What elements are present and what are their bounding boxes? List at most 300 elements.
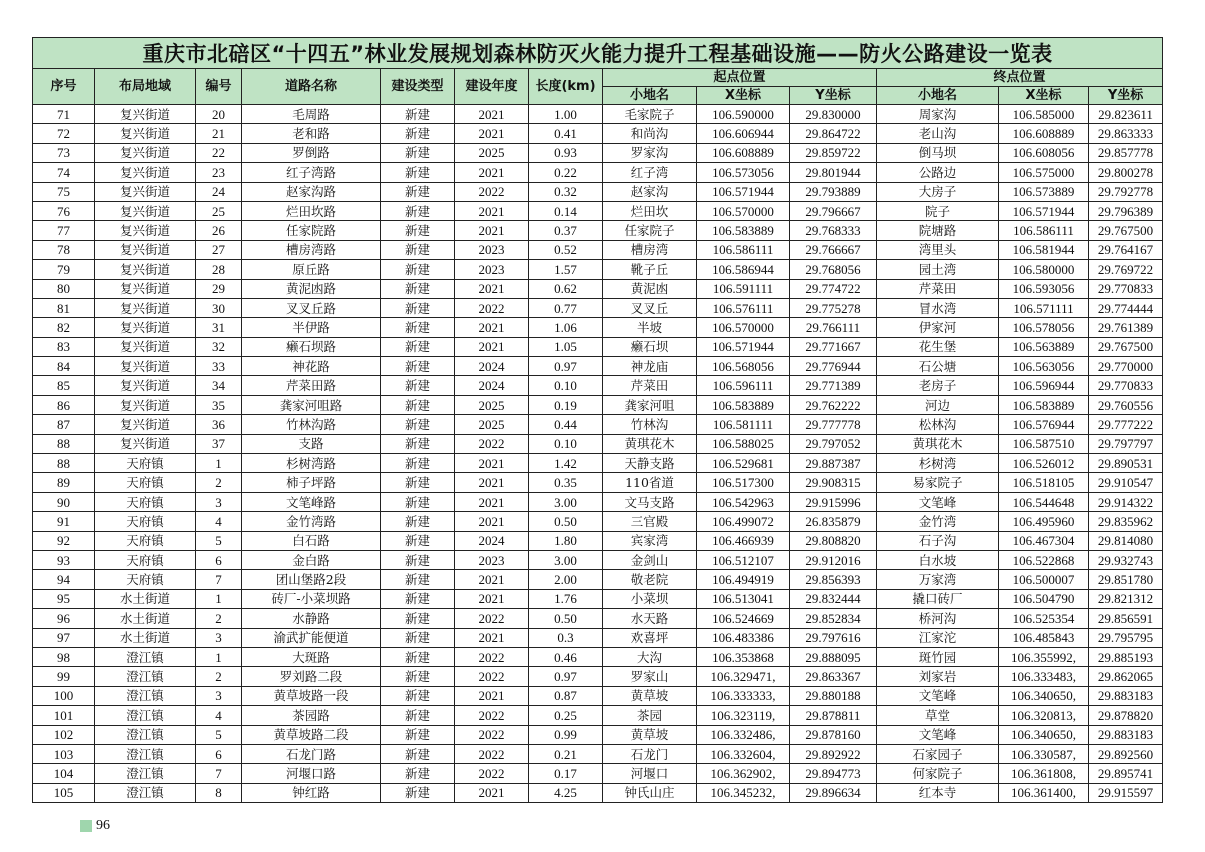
cell-type: 新建 [381,357,455,376]
cell-length: 0.97 [529,667,603,686]
cell-seq: 97 [33,628,95,647]
cell-end-place: 杉树湾 [877,454,999,473]
cell-length: 0.3 [529,628,603,647]
cell-area: 天府镇 [95,570,196,589]
cell-start-x: 106.588025 [697,434,790,453]
cell-end-place: 石公塘 [877,357,999,376]
cell-year: 2022 [455,764,529,783]
cell-end-x: 106.586111 [999,221,1089,240]
cell-end-place: 园土湾 [877,260,999,279]
cell-road: 水静路 [242,609,381,628]
cell-area: 澄江镇 [95,783,196,802]
cell-year: 2024 [455,376,529,395]
cell-length: 0.77 [529,298,603,317]
cell-road: 渝武扩能便道 [242,628,381,647]
cell-start-x: 106.583889 [697,221,790,240]
cell-end-place: 白水坡 [877,550,999,569]
cell-start-x: 106.570000 [697,318,790,337]
cell-end-place: 倒马坝 [877,143,999,162]
cell-end-y: 29.764167 [1089,240,1163,259]
cell-end-place: 撬口砖厂 [877,589,999,608]
cell-start-x: 106.466939 [697,531,790,550]
cell-start-x: 106.329471, [697,667,790,686]
cell-end-y: 29.914322 [1089,492,1163,511]
cell-start-y: 29.864722 [790,124,877,143]
cell-start-place: 文马支路 [603,492,697,511]
cell-end-place: 红本寺 [877,783,999,802]
cell-end-y: 29.770833 [1089,376,1163,395]
cell-area: 复兴街道 [95,395,196,414]
cell-start-x: 106.606944 [697,124,790,143]
cell-start-y: 29.915996 [790,492,877,511]
cell-length: 0.52 [529,240,603,259]
cell-start-y: 29.878160 [790,725,877,744]
cell-road: 罗刘路二段 [242,667,381,686]
cell-end-y: 29.823611 [1089,105,1163,124]
table-row [33,318,1163,337]
cell-end-y: 29.856591 [1089,609,1163,628]
cell-start-place: 敬老院 [603,570,697,589]
table-row [33,163,1163,182]
cell-end-x: 106.573889 [999,182,1089,201]
cell-year: 2021 [455,628,529,647]
cell-seq: 78 [33,240,95,259]
cell-end-x: 106.333483, [999,667,1089,686]
cell-no: 6 [196,744,242,763]
cell-start-place: 石龙门 [603,744,697,763]
cell-start-y: 29.856393 [790,570,877,589]
cell-start-x: 106.332486, [697,725,790,744]
cell-road: 龚家河咀路 [242,395,381,414]
cell-end-place: 冒水湾 [877,298,999,317]
cell-seq: 79 [33,260,95,279]
cell-area: 复兴街道 [95,298,196,317]
cell-road: 钟红路 [242,783,381,802]
cell-type: 新建 [381,783,455,802]
cell-seq: 74 [33,163,95,182]
cell-type: 新建 [381,686,455,705]
page-footer [80,818,110,834]
cell-start-place: 龚家河咀 [603,395,697,414]
table-row [33,589,1163,608]
page-marker-square [80,820,92,832]
cell-start-place: 茶园 [603,706,697,725]
cell-end-x: 106.361808, [999,764,1089,783]
cell-year: 2022 [455,725,529,744]
cell-end-x: 106.563056 [999,357,1089,376]
cell-year: 2021 [455,318,529,337]
cell-type: 新建 [381,550,455,569]
cell-type: 新建 [381,221,455,240]
cell-end-place: 周家沟 [877,105,999,124]
cell-start-x: 106.512107 [697,550,790,569]
cell-start-x: 106.362902, [697,764,790,783]
cell-start-y: 29.777778 [790,415,877,434]
cell-end-y: 29.883183 [1089,725,1163,744]
cell-end-place: 院子 [877,201,999,220]
cell-end-y: 29.821312 [1089,589,1163,608]
cell-end-y: 29.883183 [1089,686,1163,705]
cell-start-y: 29.797052 [790,434,877,453]
cell-start-y: 29.801944 [790,163,877,182]
cell-end-place: 公路边 [877,163,999,182]
table-row [33,686,1163,705]
cell-length: 0.99 [529,725,603,744]
header-end: 终点位置 [877,69,1163,87]
table-row [33,550,1163,569]
cell-type: 新建 [381,647,455,666]
cell-start-x: 106.483386 [697,628,790,647]
cell-area: 澄江镇 [95,725,196,744]
cell-year: 2022 [455,744,529,763]
cell-start-y: 29.771667 [790,337,877,356]
cell-end-y: 29.797797 [1089,434,1163,453]
table-row [33,143,1163,162]
cell-year: 2021 [455,279,529,298]
cell-road: 砖厂-小菜坝路 [242,589,381,608]
cell-no: 21 [196,124,242,143]
cell-road: 烂田坎路 [242,201,381,220]
cell-road: 大斑路 [242,647,381,666]
header-year: 建设年度 [455,69,529,105]
cell-type: 新建 [381,337,455,356]
cell-no: 7 [196,570,242,589]
cell-start-place: 神龙庙 [603,357,697,376]
cell-end-y: 29.862065 [1089,667,1163,686]
cell-seq: 85 [33,376,95,395]
cell-start-x: 106.333333, [697,686,790,705]
cell-year: 2022 [455,609,529,628]
cell-road: 黄草坡路二段 [242,725,381,744]
cell-start-y: 29.892922 [790,744,877,763]
cell-year: 2022 [455,298,529,317]
cell-type: 新建 [381,182,455,201]
cell-year: 2025 [455,395,529,414]
header-length: 长度(km) [529,69,603,105]
cell-type: 新建 [381,628,455,647]
cell-start-place: 水天路 [603,609,697,628]
cell-end-x: 106.571944 [999,201,1089,220]
cell-start-y: 29.878811 [790,706,877,725]
cell-start-place: 钟氏山庄 [603,783,697,802]
cell-seq: 80 [33,279,95,298]
cell-no: 34 [196,376,242,395]
cell-no: 27 [196,240,242,259]
cell-end-place: 易家院子 [877,473,999,492]
cell-area: 复兴街道 [95,415,196,434]
cell-road: 金竹湾路 [242,512,381,531]
cell-seq: 84 [33,357,95,376]
cell-length: 0.97 [529,357,603,376]
cell-no: 1 [196,647,242,666]
cell-type: 新建 [381,260,455,279]
table-row [33,240,1163,259]
cell-area: 复兴街道 [95,279,196,298]
cell-start-x: 106.590000 [697,105,790,124]
cell-start-place: 红子湾 [603,163,697,182]
header-start-y: Y坐标 [790,87,877,105]
cell-end-y: 29.857778 [1089,143,1163,162]
cell-start-x: 106.570000 [697,201,790,220]
cell-start-x: 106.571944 [697,337,790,356]
cell-type: 新建 [381,318,455,337]
cell-end-y: 29.792778 [1089,182,1163,201]
cell-start-x: 106.596111 [697,376,790,395]
fire-road-table [32,37,1163,803]
cell-end-y: 29.915597 [1089,783,1163,802]
cell-end-y: 29.814080 [1089,531,1163,550]
cell-start-place: 黄草坡 [603,686,697,705]
cell-type: 新建 [381,434,455,453]
cell-end-y: 29.800278 [1089,163,1163,182]
cell-end-place: 老房子 [877,376,999,395]
cell-area: 天府镇 [95,492,196,511]
cell-end-x: 106.596944 [999,376,1089,395]
cell-end-place: 草堂 [877,706,999,725]
header-road: 道路名称 [242,69,381,105]
cell-seq: 75 [33,182,95,201]
cell-length: 1.57 [529,260,603,279]
cell-length: 0.14 [529,201,603,220]
cell-year: 2022 [455,182,529,201]
cell-seq: 92 [33,531,95,550]
cell-year: 2025 [455,143,529,162]
cell-area: 天府镇 [95,473,196,492]
cell-no: 4 [196,512,242,531]
cell-type: 新建 [381,744,455,763]
cell-start-y: 29.908315 [790,473,877,492]
cell-area: 复兴街道 [95,201,196,220]
cell-type: 新建 [381,609,455,628]
cell-end-x: 106.593056 [999,279,1089,298]
cell-start-y: 29.896634 [790,783,877,802]
header-start-place: 小地名 [603,87,697,105]
table-title: 重庆市北碚区“十四五”林业发展规划森林防灭火能力提升工程基础设施——防火公路建设一览表 [33,38,1163,69]
cell-length: 0.17 [529,764,603,783]
cell-area: 复兴街道 [95,221,196,240]
cell-road: 神花路 [242,357,381,376]
cell-area: 天府镇 [95,512,196,531]
cell-start-x: 106.345232, [697,783,790,802]
cell-no: 2 [196,667,242,686]
cell-type: 新建 [381,240,455,259]
table-row [33,279,1163,298]
table-row [33,376,1163,395]
cell-end-place: 金竹湾 [877,512,999,531]
cell-area: 澄江镇 [95,764,196,783]
cell-length: 1.00 [529,105,603,124]
cell-start-place: 罗家沟 [603,143,697,162]
cell-end-x: 106.495960 [999,512,1089,531]
cell-start-place: 欢喜坪 [603,628,697,647]
cell-length: 0.22 [529,163,603,182]
cell-start-y: 29.793889 [790,182,877,201]
table-row [33,764,1163,783]
cell-seq: 76 [33,201,95,220]
cell-no: 22 [196,143,242,162]
cell-end-place: 大房子 [877,182,999,201]
cell-length: 1.06 [529,318,603,337]
cell-road: 老和路 [242,124,381,143]
cell-area: 复兴街道 [95,143,196,162]
cell-end-y: 29.851780 [1089,570,1163,589]
cell-type: 新建 [381,105,455,124]
table-row [33,667,1163,686]
cell-year: 2022 [455,706,529,725]
cell-area: 复兴街道 [95,182,196,201]
cell-seq: 96 [33,609,95,628]
cell-end-x: 106.583889 [999,395,1089,414]
cell-start-x: 106.353868 [697,647,790,666]
cell-start-place: 小菜坝 [603,589,697,608]
cell-start-place: 烂田坎 [603,201,697,220]
cell-end-place: 松林沟 [877,415,999,434]
cell-year: 2021 [455,124,529,143]
table-row [33,454,1163,473]
cell-year: 2023 [455,240,529,259]
cell-area: 复兴街道 [95,124,196,143]
cell-no: 28 [196,260,242,279]
cell-end-y: 29.885193 [1089,647,1163,666]
table-row [33,744,1163,763]
cell-start-place: 竹林沟 [603,415,697,434]
cell-year: 2021 [455,570,529,589]
cell-no: 3 [196,686,242,705]
cell-area: 水土街道 [95,609,196,628]
cell-no: 36 [196,415,242,434]
cell-end-x: 106.544648 [999,492,1089,511]
cell-end-place: 芹菜田 [877,279,999,298]
cell-year: 2023 [455,260,529,279]
cell-year: 2021 [455,473,529,492]
cell-end-x: 106.340650, [999,725,1089,744]
cell-start-y: 29.776944 [790,357,877,376]
cell-year: 2022 [455,667,529,686]
cell-start-y: 29.887387 [790,454,877,473]
cell-end-y: 29.910547 [1089,473,1163,492]
cell-area: 复兴街道 [95,337,196,356]
cell-road: 叉叉丘路 [242,298,381,317]
cell-length: 0.25 [529,706,603,725]
cell-end-place: 老山沟 [877,124,999,143]
cell-seq: 72 [33,124,95,143]
cell-year: 2021 [455,221,529,240]
cell-no: 23 [196,163,242,182]
cell-seq: 98 [33,647,95,666]
cell-road: 芹菜田路 [242,376,381,395]
cell-no: 2 [196,609,242,628]
cell-road: 支路 [242,434,381,453]
cell-length: 0.35 [529,473,603,492]
cell-start-place: 黄草坡 [603,725,697,744]
cell-area: 复兴街道 [95,163,196,182]
cell-end-x: 106.330587, [999,744,1089,763]
table-row [33,492,1163,511]
table-row [33,434,1163,453]
table-row [33,124,1163,143]
table-row [33,415,1163,434]
cell-start-x: 106.494919 [697,570,790,589]
cell-length: 0.46 [529,647,603,666]
cell-start-x: 106.573056 [697,163,790,182]
cell-seq: 71 [33,105,95,124]
cell-end-y: 29.770000 [1089,357,1163,376]
cell-road: 河堰口路 [242,764,381,783]
table-row [33,473,1163,492]
cell-end-x: 106.587510 [999,434,1089,453]
cell-area: 澄江镇 [95,686,196,705]
cell-type: 新建 [381,163,455,182]
cell-end-y: 29.878820 [1089,706,1163,725]
cell-seq: 93 [33,550,95,569]
cell-end-x: 106.576944 [999,415,1089,434]
cell-end-place: 桥河沟 [877,609,999,628]
cell-road: 毛周路 [242,105,381,124]
cell-end-x: 106.563889 [999,337,1089,356]
cell-type: 新建 [381,512,455,531]
cell-no: 20 [196,105,242,124]
cell-seq: 87 [33,415,95,434]
cell-start-place: 半坡 [603,318,697,337]
cell-end-y: 29.767500 [1089,221,1163,240]
cell-end-y: 29.895741 [1089,764,1163,783]
cell-no: 35 [196,395,242,414]
cell-end-y: 29.760556 [1089,395,1163,414]
table-row [33,725,1163,744]
cell-start-y: 26.835879 [790,512,877,531]
table-row [33,706,1163,725]
cell-start-y: 29.766111 [790,318,877,337]
cell-start-y: 29.830000 [790,105,877,124]
cell-no: 6 [196,550,242,569]
cell-start-place: 罗家山 [603,667,697,686]
cell-start-place: 毛家院子 [603,105,697,124]
cell-year: 2021 [455,337,529,356]
cell-end-y: 29.890531 [1089,454,1163,473]
cell-area: 澄江镇 [95,706,196,725]
cell-year: 2021 [455,783,529,802]
cell-no: 30 [196,298,242,317]
cell-start-x: 106.517300 [697,473,790,492]
cell-year: 2021 [455,105,529,124]
table-row [33,628,1163,647]
cell-end-y: 29.932743 [1089,550,1163,569]
cell-end-x: 106.320813, [999,706,1089,725]
cell-type: 新建 [381,570,455,589]
cell-no: 5 [196,531,242,550]
cell-end-x: 106.575000 [999,163,1089,182]
cell-end-y: 29.863333 [1089,124,1163,143]
cell-road: 石龙门路 [242,744,381,763]
cell-area: 复兴街道 [95,260,196,279]
cell-length: 0.10 [529,434,603,453]
cell-type: 新建 [381,589,455,608]
cell-type: 新建 [381,492,455,511]
cell-seq: 83 [33,337,95,356]
cell-start-x: 106.586111 [697,240,790,259]
cell-road: 杉树湾路 [242,454,381,473]
cell-start-y: 29.912016 [790,550,877,569]
header-no: 编号 [196,69,242,105]
cell-seq: 73 [33,143,95,162]
cell-length: 1.76 [529,589,603,608]
cell-end-x: 106.340650, [999,686,1089,705]
cell-start-place: 靴子丘 [603,260,697,279]
cell-no: 26 [196,221,242,240]
header-start-x: X坐标 [697,87,790,105]
header-end-place: 小地名 [877,87,999,105]
cell-start-place: 赵家沟 [603,182,697,201]
